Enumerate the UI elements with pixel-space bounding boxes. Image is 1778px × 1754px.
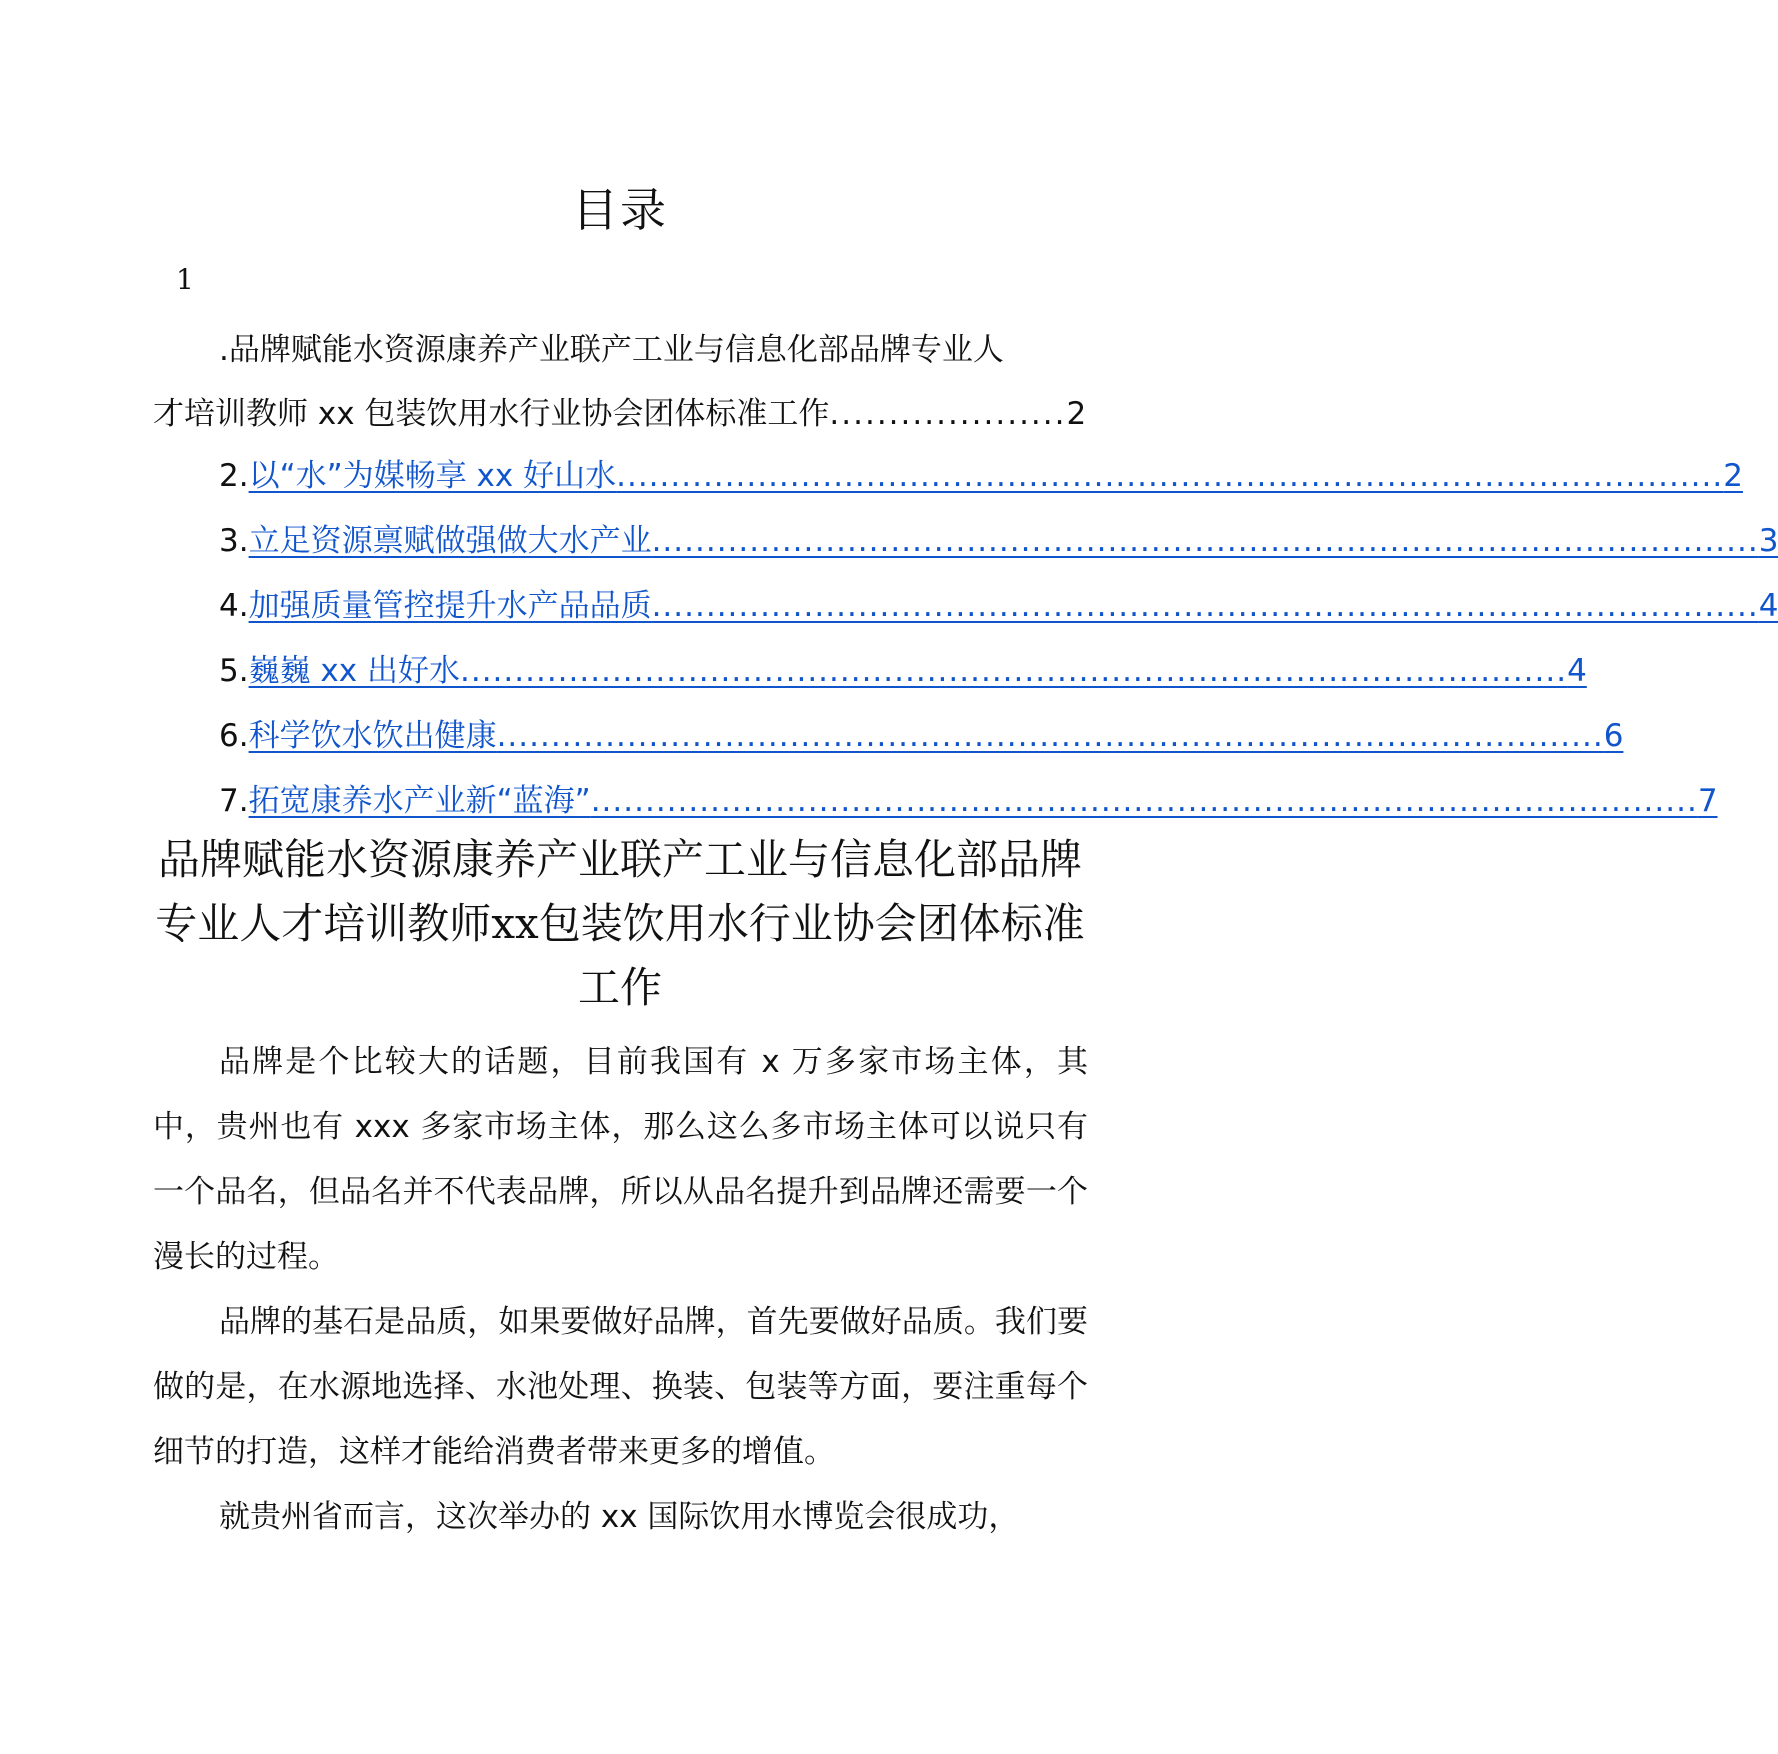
article-body: [153, 1030, 1088, 1550]
toc-entry-1-line1: .品牌赋能水资源康养产业联产工业与信息化部品牌专业人: [219, 332, 1004, 368]
toc-entry-text: 巍巍 xx 出好水: [248, 653, 460, 689]
body-paragraph: 品牌是个比较大的话题，目前我国有 x 万多家市场主体，其中，贵州也有 xxx 多家市场主体，那么这么多市场主体可以说只有一个品名，但品名并不代表品牌，所以从品名提升到品牌还需要一个漫长的过程。: [153, 1044, 1088, 1275]
toc-entry-link[interactable]: [249, 704, 1624, 769]
toc-entry-2: [219, 444, 1743, 509]
toc-number-label: 1: [176, 263, 194, 296]
toc-entry-text: 拓宽康养水产业新“蓝海”: [248, 783, 591, 819]
toc-entry-4: [219, 574, 1778, 639]
toc-entry-3: [219, 509, 1778, 574]
toc-page-number: 4: [1567, 653, 1587, 689]
heading-text-part2: 包装饮用水行业协会团体标准工作: [538, 899, 1085, 1012]
toc-entry-number: 2.: [219, 458, 249, 494]
article-heading: [140, 828, 1100, 1020]
toc-list: [219, 444, 1778, 834]
toc-entry-number: 3.: [219, 523, 249, 559]
toc-entry-1-text: 才培训教师 xx 包装饮用水行业协会团体标准工作: [153, 396, 830, 432]
toc-entry-link[interactable]: [249, 574, 1778, 639]
toc-leader-dots: ......................................................................................................: [496, 718, 1604, 754]
toc-page-number: 6: [1603, 718, 1624, 754]
toc-leader-dots: ......................................................................................................: [590, 783, 1698, 819]
toc-entry-link[interactable]: [249, 509, 1778, 574]
toc-entry-text: 科学饮水饮出健康: [248, 718, 497, 754]
heading-text-part1: 品牌赋能水资源康养产业联产工业与信息化部品牌专业人才培训教师: [155, 835, 1082, 948]
toc-entry-link[interactable]: [249, 769, 1718, 834]
body-paragraph: 就贵州省而言，这次举办的 xx 国际饮用水博览会很成功，: [219, 1499, 1020, 1535]
toc-entry-text: 立足资源禀赋做强做大水产业: [248, 523, 652, 559]
toc-entry-link[interactable]: [249, 444, 1743, 509]
toc-entry-number: 5.: [219, 653, 249, 689]
toc-title: 目录: [572, 183, 668, 237]
toc-entry-link[interactable]: [249, 639, 1587, 704]
toc-entry-1-line2: [153, 382, 1087, 446]
toc-leader-dots: ....................: [829, 396, 1067, 432]
toc-entry-number: 6.: [219, 718, 249, 754]
toc-leader-dots: ......................................................................................................: [459, 653, 1568, 689]
toc-leader-dots: ......................................................................................................: [651, 588, 1759, 624]
toc-entry-number: 7.: [219, 783, 249, 819]
toc-entry-7: [219, 769, 1718, 834]
toc-page-number: 2: [1066, 396, 1087, 432]
toc-entry-text: 加强质量管控提升水产品品质: [248, 588, 652, 624]
toc-leader-dots: ......................................................................................................: [616, 458, 1724, 494]
toc-page-number: 2: [1723, 458, 1743, 494]
toc-entry-1[interactable]: [153, 318, 1087, 446]
heading-text-latin: xx: [491, 899, 539, 948]
toc-page-number: 3: [1758, 523, 1778, 559]
toc-entry-number: 4.: [219, 588, 249, 624]
toc-entry-6: [219, 704, 1624, 769]
toc-page-number: 7: [1697, 783, 1718, 819]
body-paragraph: 品牌的基石是品质，如果要做好品牌，首先要做好品质。我们要做的是，在水源地选择、水池处理、换装、包装等方面，要注重每个细节的打造，这样才能给消费者带来更多的增值。: [153, 1304, 1088, 1470]
toc-entry-5: [219, 639, 1587, 704]
toc-leader-dots: ......................................................................................................: [651, 523, 1759, 559]
toc-page-number: 4: [1758, 588, 1778, 624]
toc-entry-text: 以“水”为媒畅享 xx 好山水: [248, 458, 617, 494]
